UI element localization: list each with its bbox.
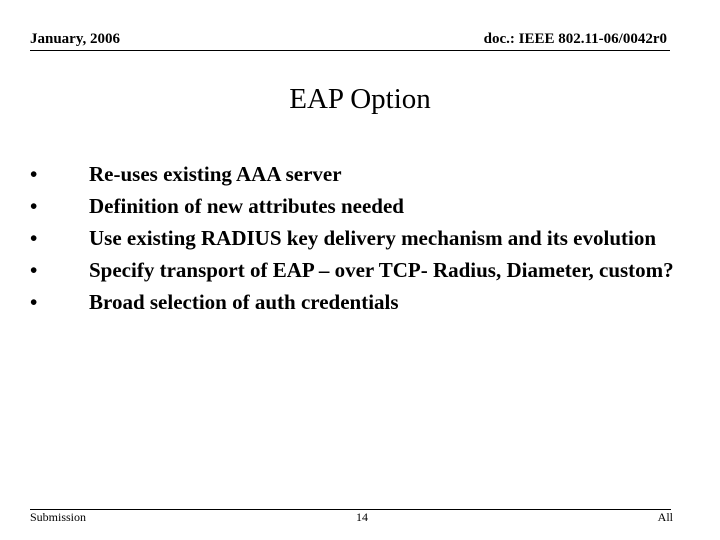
list-item — [30, 258, 680, 282]
list-item — [30, 226, 680, 250]
bullet-icon: • — [30, 290, 38, 314]
footer-divider — [30, 509, 671, 510]
footer-submission: Submission — [30, 510, 87, 524]
bullet-icon: • — [30, 162, 38, 186]
header-doc-id: doc.: IEEE 802.11-06/0042r0 — [483, 31, 667, 47]
bullet-icon: • — [30, 258, 38, 282]
header-date: January, 2006 — [30, 31, 121, 47]
bullet-list — [30, 162, 680, 322]
list-item — [30, 162, 680, 186]
bullet-icon: • — [30, 194, 38, 218]
bullet-text: Definition of new attributes needed — [89, 194, 404, 218]
page-number: 14 — [356, 510, 368, 524]
header-divider — [30, 50, 670, 51]
list-item — [30, 290, 680, 314]
bullet-text: Specify transport of EAP – over TCP- Radius, Diameter, custom? — [89, 258, 674, 282]
list-item — [30, 194, 680, 218]
footer-author: All — [657, 510, 673, 524]
bullet-icon: • — [30, 226, 38, 250]
bullet-text: Re-uses existing AAA server — [89, 162, 342, 186]
bullet-text: Broad selection of auth credentials — [89, 290, 399, 314]
slide-title: EAP Option — [289, 83, 431, 115]
bullet-text: Use existing RADIUS key delivery mechanism and its evolution — [89, 226, 657, 250]
